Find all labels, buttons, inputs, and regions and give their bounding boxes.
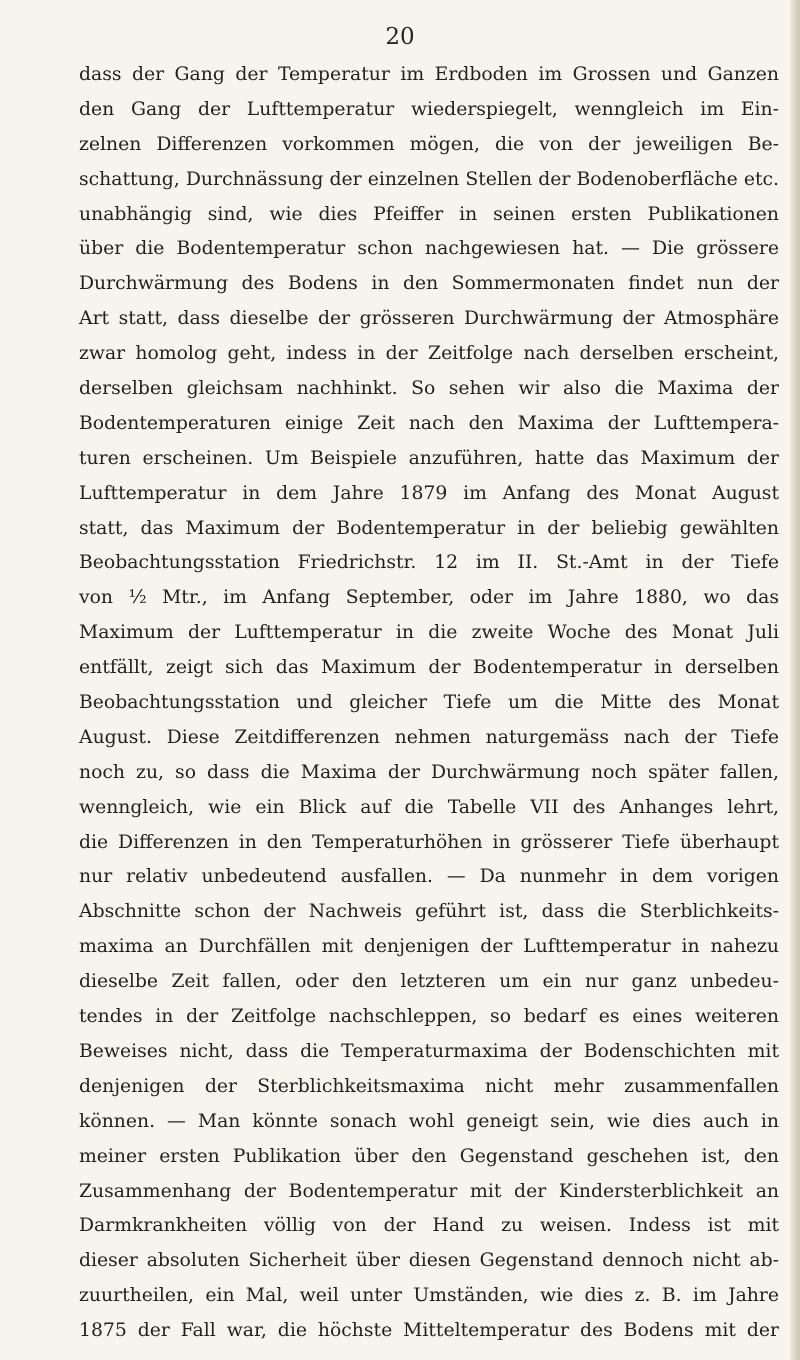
text-line: über die Bodentemperatur schon nachgewiesen hat. — Die grössere — [79, 238, 779, 260]
text-line: zwar homolog geht, indess in der Zeitfolge nach derselben erscheint, — [79, 343, 779, 365]
text-line: unabhängig sind, wie dies Pfeiffer in seinen ersten Publikationen — [79, 203, 779, 225]
text-line: Beobachtungsstation und gleicher Tiefe um die Mitte des Monat — [79, 692, 779, 714]
text-line: maxima an Durchfällen mit denjenigen der Lufttemperatur in nahezu — [79, 936, 779, 958]
text-line: wenngleich, wie ein Blick auf die Tabelle VII des Anhanges lehrt, — [79, 796, 779, 818]
body-text — [79, 58, 779, 1349]
text-line: Zusammenhang der Bodentemperatur mit der Kindersterblichkeit an — [79, 1180, 779, 1202]
text-line: Art statt, dass dieselbe der grösseren Durchwärmung der Atmosphäre — [79, 308, 779, 330]
text-line: derselben gleichsam nachhinkt. So sehen wir also die Maxima der — [79, 378, 779, 400]
text-line: statt, das Maximum der Bodentemperatur in der beliebig gewählten — [79, 517, 779, 539]
text-line: 1875 der Fall war, die höchste Mitteltemperatur des Bodens mit der — [79, 1320, 779, 1342]
text-line: dieser absoluten Sicherheit über diesen Gegenstand dennoch nicht ab- — [79, 1250, 779, 1272]
text-line: können. — Man könnte sonach wohl geneigt sein, wie dies auch in — [79, 1110, 779, 1132]
text-line: den Gang der Lufttemperatur wiederspiegelt, wenngleich im Ein- — [79, 98, 779, 120]
text-line: nur relativ unbedeutend ausfallen. — Da nunmehr in dem vorigen — [79, 866, 779, 888]
text-line: die Differenzen in den Temperaturhöhen in grösserer Tiefe überhaupt — [79, 831, 779, 853]
text-line: Lufttemperatur in dem Jahre 1879 im Anfang des Monat August — [79, 482, 779, 504]
text-line: Abschnitte schon der Nachweis geführt ist, dass die Sterblichkeits- — [79, 901, 779, 923]
text-line: Darmkrankheiten völlig von der Hand zu weisen. Indess ist mit — [79, 1215, 779, 1237]
text-line: Beweises nicht, dass die Temperaturmaxima der Bodenschichten mit — [79, 1040, 779, 1062]
text-line: entfällt, zeigt sich das Maximum der Bodentemperatur in derselben — [79, 657, 779, 679]
text-line: tendes in der Zeitfolge nachschleppen, so bedarf es eines weiteren — [79, 1006, 779, 1028]
text-line: von ½ Mtr., im Anfang September, oder im Jahre 1880, wo das — [79, 587, 779, 609]
text-line: zuurtheilen, ein Mal, weil unter Umständen, wie dies z. B. im Jahre — [79, 1285, 779, 1307]
text-line: schattung, Durchnässung der einzelnen Stellen der Bodenoberfläche etc. — [79, 168, 779, 190]
text-line: meiner ersten Publikation über den Gegenstand geschehen ist, den — [79, 1145, 779, 1167]
text-line: dass der Gang der Temperatur im Erdboden im Grossen und Ganzen — [79, 64, 779, 85]
text-line: Maximum der Lufttemperatur in die zweite Woche des Monat Juli — [79, 622, 779, 644]
text-line: dieselbe Zeit fallen, oder den letzteren um ein nur ganz unbedeu- — [79, 971, 779, 993]
page-number: 20 — [385, 24, 415, 50]
text-line: noch zu, so dass die Maxima der Durchwärmung noch später fallen, — [79, 761, 779, 783]
text-line: Beobachtungsstation Friedrichstr. 12 im II. St.-Amt in der Tiefe — [79, 552, 779, 574]
text-line: Durchwärmung des Bodens in den Sommermonaten findet nun der — [79, 273, 779, 295]
text-line: Bodentemperaturen einige Zeit nach den Maxima der Lufttempera- — [79, 412, 779, 434]
text-line: denjenigen der Sterblichkeitsmaxima nicht mehr zusammenfallen — [79, 1075, 779, 1097]
text-line: zelnen Differenzen vorkommen mögen, die von der jeweiligen Be- — [79, 133, 779, 155]
text-line: August. Diese Zeitdifferenzen nehmen naturgemäss nach der Tiefe — [79, 726, 779, 748]
text-line: turen erscheinen. Um Beispiele anzuführen, hatte das Maximum der — [79, 447, 779, 469]
page-edge — [790, 0, 800, 1360]
